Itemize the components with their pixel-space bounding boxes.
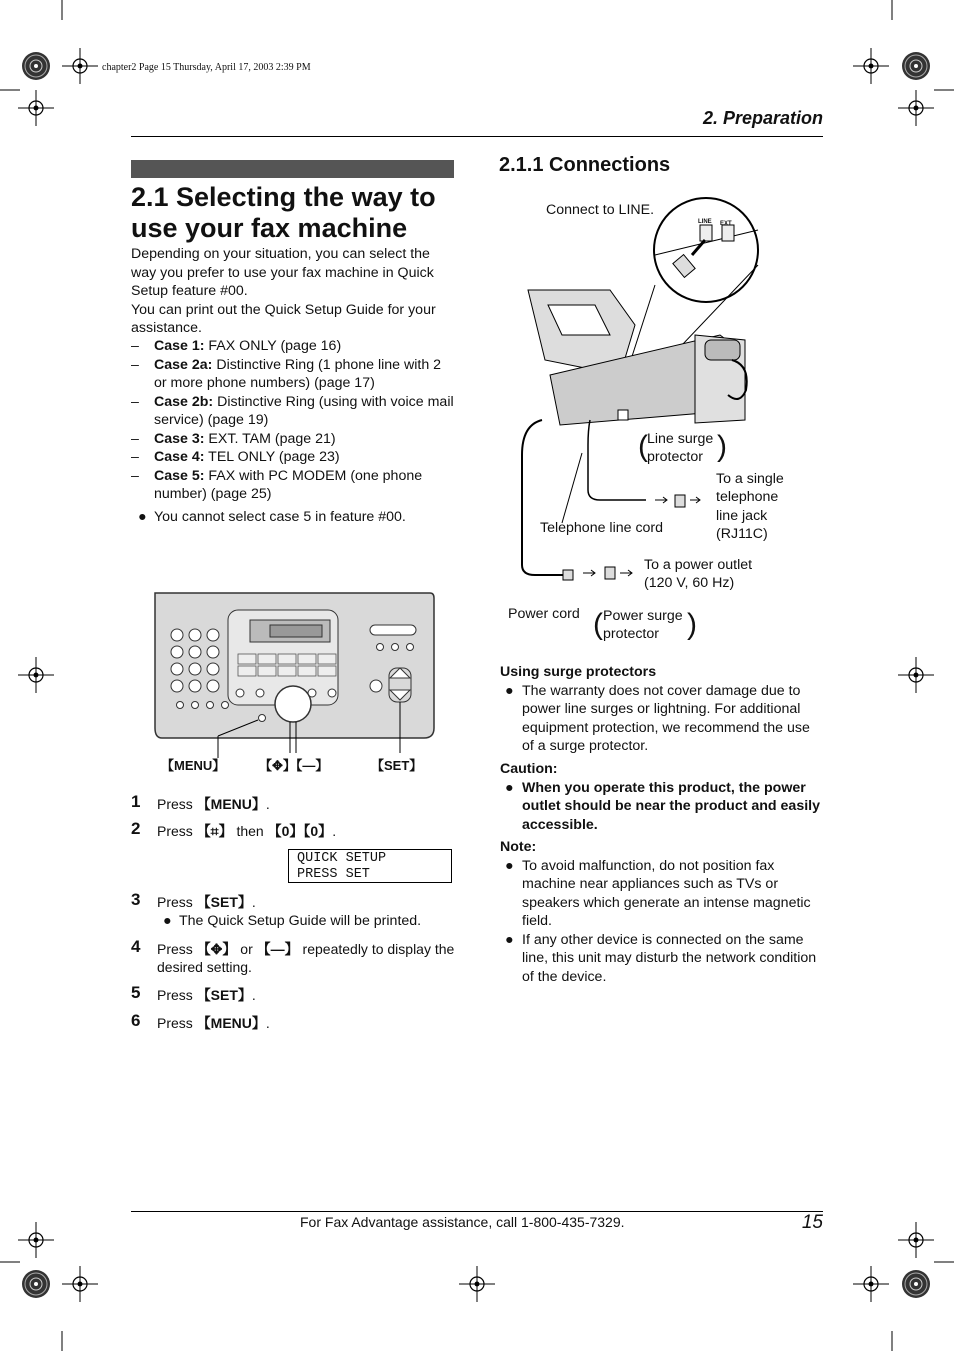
- caution-bullet: ● When you operate this product, the power outlet should be near the product and easily accessible.: [505, 780, 820, 833]
- label-power-surge: Power surge protector: [603, 608, 683, 643]
- print-info: chapter2 Page 15 Thursday, April 17, 2003 2:39 PM: [102, 62, 311, 73]
- paren-open: (: [593, 608, 603, 641]
- note-bullet-1: ● To avoid malfunction, do not position fax machine near appliances such as TVs or speakers which generate an intense magnetic field.: [505, 858, 811, 930]
- case-item: – Case 3: EXT. TAM (page 21): [131, 431, 336, 447]
- page-title: 2.1 Selecting the way to use your fax machine: [131, 182, 436, 243]
- section-header: 2. Preparation: [702, 108, 823, 128]
- intro-text: Depending on your situation, you can select the way you prefer to use your fax machine in Quick Setup feature #00. You can print out the Quick Setup Guide for your assistance.: [131, 246, 436, 336]
- step-3: 3 Press 【SET】.: [131, 890, 256, 910]
- label-jack-line: LINE: [698, 219, 712, 225]
- title-bar: [131, 160, 454, 178]
- label-jack-ext: EXT: [720, 221, 732, 227]
- control-panel-illustration: [150, 588, 440, 783]
- surge-bullet: ● The warranty does not cover damage due to power line surges or lightning. For additional equipment protection, we recommend the use of a surge protector.: [505, 683, 810, 755]
- case-item: – Case 2b: Distinctive Ring (using with voice mail service) (page 19): [131, 394, 454, 429]
- case-item: – Case 1: FAX ONLY (page 16): [131, 338, 342, 354]
- paren-open: (: [638, 430, 648, 463]
- note-bullet: ● You cannot select case 5 in feature #00.: [138, 509, 406, 525]
- header-rule: [131, 136, 823, 137]
- step-5: 5 Press 【SET】.: [131, 983, 256, 1003]
- paren-close: ): [717, 430, 727, 463]
- label-line-surge: Line surge protector: [647, 431, 714, 466]
- footer-assist: For Fax Advantage assistance, call 1-800-435-7329.: [300, 1214, 625, 1230]
- case-item: – Case 5: FAX with PC MODEM (one phone number) (page 25): [131, 468, 423, 503]
- label-power-outlet: To a power outlet (120 V, 60 Hz): [644, 557, 753, 592]
- footer-rule: [131, 1211, 823, 1212]
- note-heading: Note:: [500, 839, 537, 855]
- panel-label-menu: 【MENU】: [161, 758, 226, 773]
- subsection-title: 2.1.1 Connections: [499, 154, 671, 176]
- step-1: 1 Press 【MENU】.: [131, 792, 270, 812]
- surge-heading: Using surge protectors: [500, 664, 657, 680]
- panel-label-plusminus: 【✥】【—】: [259, 758, 329, 773]
- label-single-jack: To a single telephone line jack (RJ11C): [716, 471, 784, 543]
- step-2: 2 Press 【⌗】 then 【0】【0】.: [131, 819, 337, 839]
- label-connect-line: Connect to LINE.: [546, 202, 655, 218]
- label-tel-cord: Telephone line cord: [540, 520, 664, 536]
- step-4: 4 Press 【✥】 or 【—】 repeatedly to display the desired setting.: [131, 937, 455, 975]
- step-3-note: ● The Quick Setup Guide will be printed.: [163, 913, 422, 929]
- page-number: 15: [801, 1212, 823, 1233]
- note-bullet-2: ● If any other device is connected on the same line, this unit may disturb the network condition of the device.: [505, 932, 817, 985]
- lcd-display: QUICK SETUP PRESS SET: [288, 849, 452, 883]
- step-6: 6 Press 【MENU】.: [131, 1011, 270, 1031]
- connection-diagram: [500, 195, 830, 615]
- case-item: – Case 2a: Distinctive Ring (1 phone line with 2 or more phone numbers) (page 17): [131, 357, 442, 392]
- label-power-cord: Power cord: [508, 606, 580, 622]
- case-item: – Case 4: TEL ONLY (page 23): [131, 449, 340, 465]
- panel-label-set: 【SET】: [371, 758, 423, 773]
- caution-heading: Caution:: [500, 761, 558, 777]
- paren-close: ): [687, 608, 697, 641]
